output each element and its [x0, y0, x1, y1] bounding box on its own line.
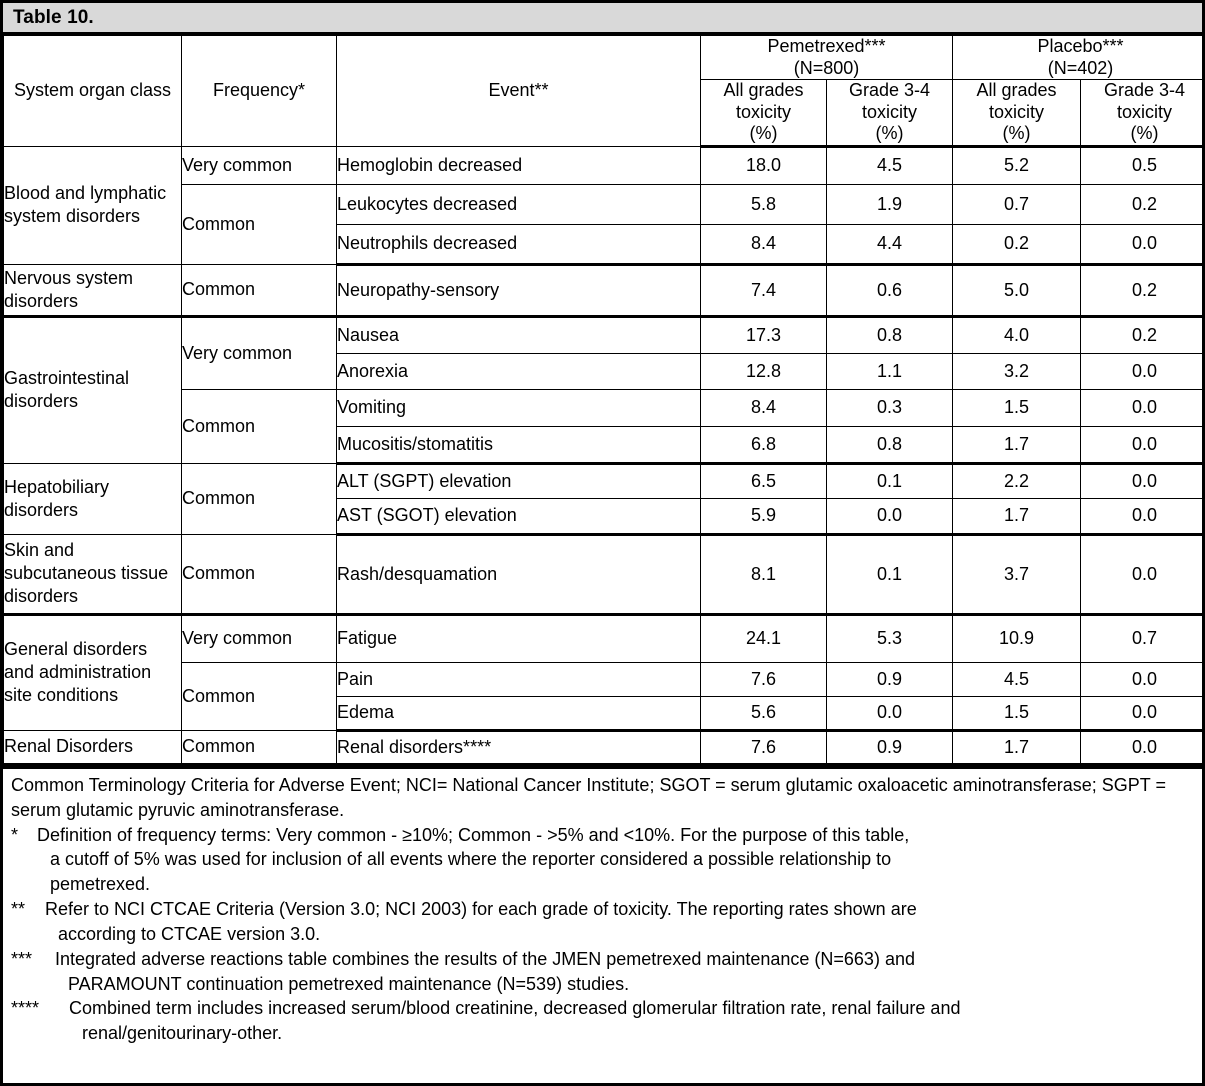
table-row — [4, 389, 1205, 426]
cell-value: 0.2 — [1081, 264, 1205, 316]
cell-frequency: Common — [182, 389, 337, 463]
group-n-pemetrexed: (N=800) — [793, 57, 860, 78]
table-row — [4, 662, 1205, 696]
cell-value: 0.0 — [1081, 730, 1205, 764]
table-row — [4, 184, 1205, 224]
footnote-two-marker: ** — [11, 899, 26, 920]
group-name-placebo: Placebo*** — [1037, 36, 1124, 56]
subcol-0-line3: (%) — [749, 123, 778, 144]
table-title: Table 10. — [13, 6, 94, 28]
cell-value: 6.8 — [701, 426, 827, 463]
cell-system-organ-class: Nervous system disorders — [4, 264, 182, 316]
cell-event: ALT (SGPT) elevation — [337, 463, 701, 498]
cell-value: 1.1 — [827, 353, 953, 389]
subcol-2-line1: All grades — [976, 80, 1057, 101]
cell-event: Renal disorders**** — [337, 730, 701, 764]
cell-value: 4.5 — [953, 662, 1081, 696]
subcol-1-line3: (%) — [875, 123, 904, 144]
cell-value: 1.7 — [953, 426, 1081, 463]
cell-event: Mucositis/stomatitis — [337, 426, 701, 463]
cell-value: 8.4 — [701, 389, 827, 426]
footnote-four-body — [69, 996, 1187, 1046]
cell-value: 2.2 — [953, 463, 1081, 498]
cell-frequency: Common — [182, 264, 337, 316]
cell-system-organ-class: Blood and lymphatic system disorders — [4, 146, 182, 264]
cell-value: 5.3 — [827, 614, 953, 662]
footnote-two — [11, 897, 1194, 947]
cell-value: 0.0 — [1081, 696, 1205, 730]
cell-value: 8.1 — [701, 534, 827, 614]
footnote-one-line3: pemetrexed. — [50, 874, 151, 895]
cell-frequency: Common — [182, 184, 337, 264]
cell-value: 1.9 — [827, 184, 953, 224]
cell-value: 0.0 — [1081, 353, 1205, 389]
cell-value: 4.0 — [953, 316, 1081, 353]
footnote-three-body — [55, 947, 1187, 997]
cell-event: Neuropathy-sensory — [337, 264, 701, 316]
footnote-four — [11, 996, 1194, 1046]
cell-value: 5.2 — [953, 146, 1081, 184]
cell-value: 0.8 — [827, 426, 953, 463]
table-row — [4, 534, 1205, 614]
cell-value: 0.0 — [827, 498, 953, 534]
cell-system-organ-class: Renal Disorders — [4, 730, 182, 764]
adverse-events-table — [3, 35, 1205, 766]
footnote-one-line1: Definition of frequency terms: Very common - ≥10%; Common - >5% and <10%. For the purpose of this table, — [37, 824, 910, 845]
cell-system-organ-class: Gastrointestinal disorders — [4, 316, 182, 463]
cell-event: Fatigue — [337, 614, 701, 662]
cell-value: 4.5 — [827, 146, 953, 184]
cell-value: 10.9 — [953, 614, 1081, 662]
cell-value: 0.7 — [953, 184, 1081, 224]
cell-value: 0.9 — [827, 730, 953, 764]
cell-system-organ-class: Skin and subcutaneous tissue disorders — [4, 534, 182, 614]
header-system-organ-class: System organ class — [4, 36, 182, 147]
subcol-3-line3: (%) — [1130, 123, 1159, 144]
cell-frequency: Very common — [182, 316, 337, 389]
footnote-one-body — [37, 823, 1187, 897]
cell-value: 5.0 — [953, 264, 1081, 316]
footnote-one — [11, 823, 1194, 897]
footnote-one-line2: a cutoff of 5% was used for inclusion of all events where the reporter considered a possible relationship to — [50, 849, 892, 870]
subcol-3-line1: Grade 3-4 — [1103, 80, 1186, 101]
footnote-three-marker: *** — [11, 948, 33, 969]
cell-system-organ-class: General disorders and administration site conditions — [4, 614, 182, 730]
table-body — [4, 146, 1205, 764]
cell-value: 7.6 — [701, 730, 827, 764]
cell-value: 0.0 — [1081, 426, 1205, 463]
footnote-four-line1: Combined term includes increased serum/blood creatinine, decreased glomerular filtration rate, renal failure and — [69, 998, 961, 1019]
footnote-four-line2: renal/genitourinary-other. — [82, 1023, 283, 1044]
header-subcol-1 — [827, 80, 953, 147]
cell-value: 0.5 — [1081, 146, 1205, 184]
footnote-three — [11, 947, 1194, 997]
cell-value: 8.4 — [701, 224, 827, 264]
footnote-two-body — [45, 897, 1187, 947]
cell-value: 0.9 — [827, 662, 953, 696]
cell-frequency: Very common — [182, 614, 337, 662]
table-row — [4, 264, 1205, 316]
group-n-placebo: (N=402) — [1047, 57, 1114, 78]
cell-system-organ-class: Hepatobiliary disorders — [4, 463, 182, 534]
footnote-four-marker: **** — [11, 998, 40, 1019]
cell-event: Leukocytes decreased — [337, 184, 701, 224]
cell-value: 18.0 — [701, 146, 827, 184]
cell-value: 3.7 — [953, 534, 1081, 614]
cell-frequency: Common — [182, 534, 337, 614]
subcol-2-line2: toxicity — [989, 101, 1045, 122]
cell-value: 7.4 — [701, 264, 827, 316]
cell-value: 0.0 — [1081, 463, 1205, 498]
cell-frequency: Common — [182, 730, 337, 764]
cell-value: 0.0 — [1081, 498, 1205, 534]
cell-value: 0.6 — [827, 264, 953, 316]
cell-value: 5.9 — [701, 498, 827, 534]
cell-value: 0.2 — [1081, 316, 1205, 353]
subcol-1-line1: Grade 3-4 — [848, 80, 931, 101]
cell-value: 0.8 — [827, 316, 953, 353]
cell-value: 24.1 — [701, 614, 827, 662]
cell-value: 12.8 — [701, 353, 827, 389]
header-frequency: Frequency* — [182, 36, 337, 147]
cell-value: 0.0 — [1081, 662, 1205, 696]
footnote-three-line1: Integrated adverse reactions table combines the results of the JMEN pemetrexed maintenance (N=663) and — [55, 948, 915, 969]
header-event: Event** — [337, 36, 701, 147]
cell-value: 5.8 — [701, 184, 827, 224]
subcol-0-line2: toxicity — [735, 101, 791, 122]
table-row — [4, 614, 1205, 662]
cell-value: 3.2 — [953, 353, 1081, 389]
cell-value: 4.4 — [827, 224, 953, 264]
cell-value: 1.7 — [953, 498, 1081, 534]
cell-value: 7.6 — [701, 662, 827, 696]
table-row — [4, 316, 1205, 353]
cell-event: Nausea — [337, 316, 701, 353]
group-name-pemetrexed: Pemetrexed*** — [767, 36, 886, 56]
footnote-abbreviations — [11, 773, 1194, 823]
footnote-two-line2: according to CTCAE version 3.0. — [58, 923, 321, 944]
cell-value: 0.2 — [953, 224, 1081, 264]
cell-event: Vomiting — [337, 389, 701, 426]
cell-value: 17.3 — [701, 316, 827, 353]
cell-value: 6.5 — [701, 463, 827, 498]
cell-value: 0.1 — [827, 534, 953, 614]
table-row — [4, 730, 1205, 764]
cell-value: 0.0 — [1081, 534, 1205, 614]
cell-frequency: Common — [182, 463, 337, 534]
subcol-1-line2: toxicity — [862, 101, 918, 122]
footnote-one-marker: * — [11, 824, 19, 845]
cell-value: 0.3 — [827, 389, 953, 426]
footnotes — [3, 766, 1202, 1052]
header-subcol-3 — [1081, 80, 1205, 147]
header-group-placebo — [953, 36, 1205, 80]
table-title-bar — [3, 3, 1202, 35]
table-row — [4, 463, 1205, 498]
cell-value: 0.0 — [827, 696, 953, 730]
cell-value: 0.0 — [1081, 224, 1205, 264]
cell-event: Pain — [337, 662, 701, 696]
header-group-pemetrexed — [701, 36, 953, 80]
table-row — [4, 146, 1205, 184]
cell-event: Edema — [337, 696, 701, 730]
footnote-three-line2: PARAMOUNT continuation pemetrexed maintenance (N=539) studies. — [68, 973, 630, 994]
footnote-abbreviations-text: Common Terminology Criteria for Adverse Event; NCI= National Cancer Institute; SGOT = serum glutamic oxaloacetic aminotransferase; SGPT = serum glutamic pyruvic aminotransferase. — [11, 774, 1172, 820]
table-header — [4, 36, 1205, 147]
cell-frequency: Common — [182, 662, 337, 730]
cell-event: Anorexia — [337, 353, 701, 389]
cell-value: 5.6 — [701, 696, 827, 730]
subcol-2-line3: (%) — [1002, 123, 1031, 144]
subcol-3-line2: toxicity — [1117, 101, 1173, 122]
header-row-1 — [4, 36, 1205, 80]
cell-value: 1.5 — [953, 696, 1081, 730]
subcol-0-line1: All grades — [723, 80, 804, 101]
cell-event: Hemoglobin decreased — [337, 146, 701, 184]
cell-value: 1.5 — [953, 389, 1081, 426]
header-subcol-2 — [953, 80, 1081, 147]
cell-value: 1.7 — [953, 730, 1081, 764]
header-subcol-0 — [701, 80, 827, 147]
cell-event: Neutrophils decreased — [337, 224, 701, 264]
cell-value: 0.7 — [1081, 614, 1205, 662]
footnote-two-line1: Refer to NCI CTCAE Criteria (Version 3.0; NCI 2003) for each grade of toxicity. The reporting rates shown are — [45, 899, 917, 920]
cell-value: 0.2 — [1081, 184, 1205, 224]
cell-value: 0.0 — [1081, 389, 1205, 426]
cell-event: AST (SGOT) elevation — [337, 498, 701, 534]
cell-event: Rash/desquamation — [337, 534, 701, 614]
cell-frequency: Very common — [182, 146, 337, 184]
cell-value: 0.1 — [827, 463, 953, 498]
